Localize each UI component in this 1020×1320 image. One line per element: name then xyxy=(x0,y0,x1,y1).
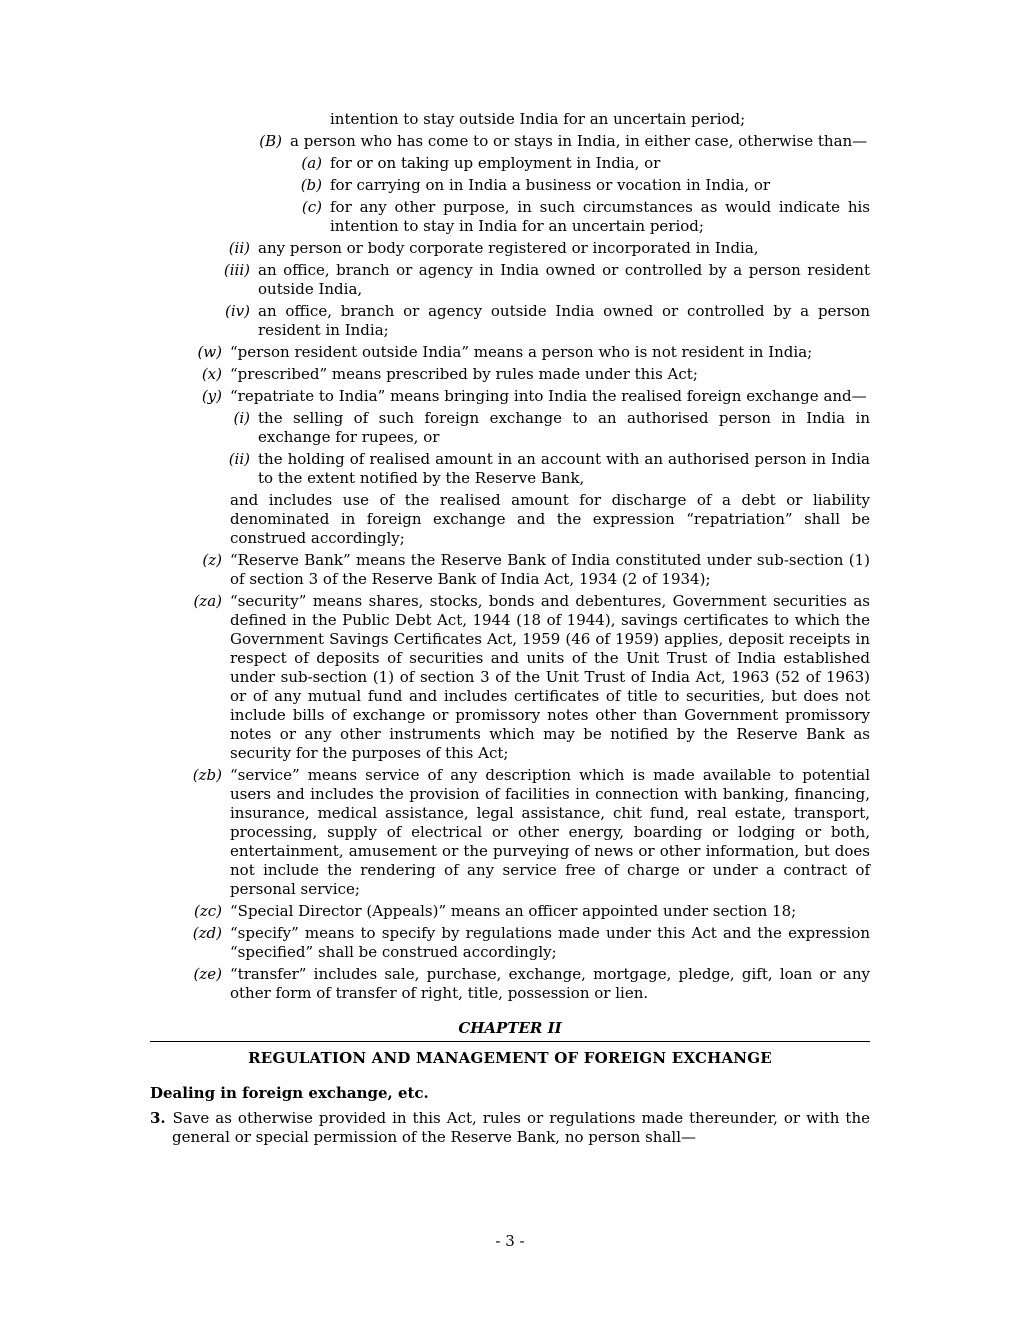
item-label: (i) xyxy=(233,409,250,427)
item-label: (w) xyxy=(197,343,222,361)
item-text: intention to stay outside India for an uncertain period; xyxy=(330,110,746,128)
list-item xyxy=(150,154,870,173)
item-text: and includes use of the realised amount for discharge of a debt or liability denominated in foreign exchange and the expression “repatriation” shall be construed accordingly; xyxy=(230,491,870,547)
item-label: (zb) xyxy=(192,766,222,784)
item-text: “service” means service of any description which is made available to potential users and includes the provision of facilities in connection with banking, financing, insurance, medical assistance, legal assistance, chit fund, real estate, transport, processing, supply of electrical or other energy, boarding or lodging or both, entertainment, amusement or the purveying of news or other information, but does not include the rendering of any service free of charge or under a contract of personal service; xyxy=(230,766,870,898)
item-label: (ii) xyxy=(228,239,250,257)
list-item xyxy=(150,902,870,921)
item-label: (ii) xyxy=(228,450,250,468)
list-item xyxy=(150,387,870,406)
item-label: (zc) xyxy=(193,902,222,920)
list-item xyxy=(150,132,870,151)
list-item xyxy=(150,592,870,763)
section-number: 3. xyxy=(150,1109,166,1127)
page-number: - 3 - xyxy=(495,1232,525,1250)
chapter-heading: CHAPTER II xyxy=(458,1019,562,1037)
section-text: Save as otherwise provided in this Act, rules or regulations made thereunder, or with the general or special permission of the Reserve Bank, no person shall— xyxy=(172,1109,870,1146)
definitions-list xyxy=(150,110,870,1003)
list-item xyxy=(150,766,870,899)
list-item xyxy=(150,176,870,195)
item-text: an office, branch or agency outside India owned or controlled by a person resident in India; xyxy=(258,302,870,339)
item-text: for any other purpose, in such circumstances as would indicate his intention to stay in India for an uncertain period; xyxy=(330,198,870,235)
list-item xyxy=(150,491,870,548)
chapter-title: REGULATION AND MANAGEMENT OF FOREIGN EXCHANGE xyxy=(248,1049,772,1067)
item-label xyxy=(150,491,230,548)
item-label: (zd) xyxy=(192,924,222,942)
item-text: a person who has come to or stays in India, in either case, otherwise than— xyxy=(290,132,868,150)
item-text: “security” means shares, stocks, bonds and debentures, Government securities as defined in the Public Debt Act, 1944 (18 of 1944), savings certificates to which the Government Savings Certificates Act, 1959 (46 of 1959) applies, deposit receipts in respect of deposits of securities and units of the Unit Trust of India established under sub-section (1) of section 3 of the Unit Trust of India Act, 1963 (52 of 1963) or of any mutual fund and includes certificates of title to securities, but does not include bills of exchange or promissory notes other than Government promissory notes or any other instruments which may be notified by the Reserve Bank as security for the purposes of this Act; xyxy=(230,592,870,762)
list-item xyxy=(150,198,870,236)
item-label: (B) xyxy=(259,132,282,150)
item-text: an office, branch or agency in India owned or controlled by a person resident outside India, xyxy=(258,261,870,298)
item-text: the selling of such foreign exchange to an authorised person in India in exchange for rupees, or xyxy=(258,409,870,446)
list-item xyxy=(150,924,870,962)
item-text: for carrying on in India a business or vocation in India, or xyxy=(330,176,771,194)
item-text: any person or body corporate registered or incorporated in India, xyxy=(258,239,759,257)
list-item xyxy=(150,450,870,488)
item-text: “Reserve Bank” means the Reserve Bank of India constituted under sub-section (1) of section 3 of the Reserve Bank of India Act, 1934 (2 of 1934); xyxy=(230,551,870,588)
list-item xyxy=(150,261,870,299)
list-item xyxy=(150,409,870,447)
item-label: (ze) xyxy=(193,965,222,983)
section-heading: Dealing in foreign exchange, etc. xyxy=(150,1084,429,1102)
list-item xyxy=(150,365,870,384)
item-label: (iii) xyxy=(223,261,250,279)
item-text: “transfer” includes sale, purchase, exchange, mortgage, pledge, gift, loan or any other form of transfer of right, title, possession or lien. xyxy=(230,965,870,1002)
item-text: for or on taking up employment in India, or xyxy=(330,154,661,172)
list-item xyxy=(150,110,870,129)
item-label: (y) xyxy=(201,387,222,405)
list-item xyxy=(150,551,870,589)
list-item xyxy=(150,965,870,1003)
item-label: (b) xyxy=(300,176,322,194)
section-paragraph xyxy=(150,1109,870,1147)
item-text: “prescribed” means prescribed by rules made under this Act; xyxy=(230,365,698,383)
list-item xyxy=(150,302,870,340)
list-item xyxy=(150,343,870,362)
item-text: the holding of realised amount in an account with an authorised person in India to the extent notified by the Reserve Bank, xyxy=(258,450,870,487)
item-label: (x) xyxy=(201,365,222,383)
item-text: “person resident outside India” means a person who is not resident in India; xyxy=(230,343,813,361)
item-label: (a) xyxy=(301,154,322,172)
item-text: “Special Director (Appeals)” means an officer appointed under section 18; xyxy=(230,902,797,920)
chapter-block xyxy=(150,1019,870,1068)
item-label: (c) xyxy=(301,198,322,216)
item-label xyxy=(150,110,330,129)
item-label: (iv) xyxy=(225,302,250,320)
item-label: (za) xyxy=(193,592,222,610)
item-text: “repatriate to India” means bringing into India the realised foreign exchange and— xyxy=(230,387,867,405)
item-text: “specify” means to specify by regulations made under this Act and the expression “specified” shall be construed accordingly; xyxy=(230,924,870,961)
item-label: (z) xyxy=(202,551,222,569)
horizontal-rule xyxy=(150,1041,870,1042)
page-content xyxy=(150,110,870,1147)
list-item xyxy=(150,239,870,258)
